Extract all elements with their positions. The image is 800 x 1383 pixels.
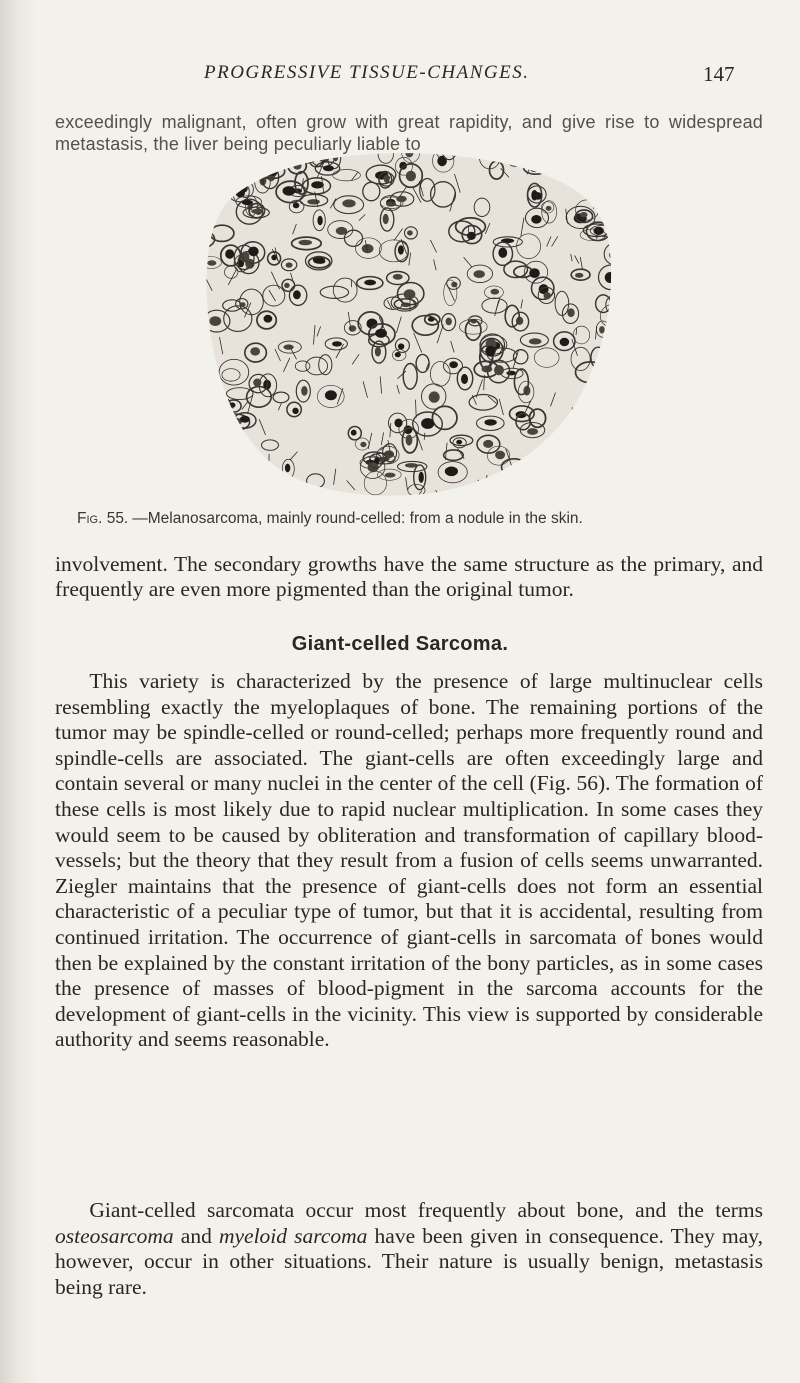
hatch-stroke: [496, 482, 502, 493]
cell-outline: [208, 452, 222, 464]
cell-nucleus: [299, 240, 312, 246]
cell-nucleus: [609, 250, 619, 260]
cell-nucleus: [419, 472, 424, 483]
cell-nucleus: [242, 164, 251, 170]
cell-nucleus: [483, 440, 493, 448]
cell-nucleus: [598, 425, 608, 436]
cell-outline: [238, 162, 258, 175]
figure-label: Fig. 55.: [77, 510, 129, 527]
cell-nucleus: [236, 189, 245, 198]
cell-outline: [602, 366, 620, 388]
hatch-stroke: [242, 435, 243, 442]
hatch-stroke: [242, 470, 246, 488]
cell-outline: [242, 454, 258, 472]
cell-outline: [193, 485, 206, 499]
cell-nucleus: [544, 292, 551, 299]
cell-nucleus: [560, 338, 570, 346]
page-header: [0, 40, 800, 86]
cell-nucleus: [407, 230, 413, 235]
cell-nucleus: [283, 344, 293, 349]
cell-outline: [605, 437, 620, 456]
cell-outline: [545, 462, 571, 474]
cell-nucleus: [342, 199, 355, 207]
figure-melanosarcoma-illustration: [193, 148, 620, 500]
cell-nucleus: [552, 466, 564, 472]
section-paragraph-2: [55, 1198, 763, 1300]
cell-nucleus: [374, 457, 380, 463]
cell-nucleus: [383, 214, 389, 224]
figure-caption-text: —Melanosarcoma, mainly round-celled: from a nodule in the skin.: [132, 510, 583, 527]
cell-nucleus: [511, 152, 519, 161]
cell-outline: [595, 172, 620, 183]
cell-nucleus: [398, 343, 404, 349]
cell-nucleus: [293, 163, 301, 170]
cell-nucleus: [196, 489, 204, 500]
hatch-stroke: [205, 339, 208, 354]
cell-nucleus: [529, 268, 540, 278]
cell-nucleus: [383, 175, 390, 181]
cell-outline: [193, 352, 207, 365]
cell-outline: [194, 151, 224, 169]
hatch-stroke: [196, 451, 204, 460]
cell-nucleus: [495, 451, 505, 460]
cell-nucleus: [230, 466, 242, 476]
cell-nucleus: [406, 435, 413, 446]
cell-nucleus: [283, 186, 296, 196]
cell-nucleus: [580, 212, 588, 218]
cell-nucleus: [206, 167, 219, 175]
cell-nucleus: [307, 199, 320, 204]
cell-nucleus: [474, 270, 485, 278]
cell-nucleus: [449, 361, 458, 368]
cell-nucleus: [446, 318, 452, 326]
section-heading: Giant-celled Sarcoma.: [291, 633, 509, 655]
paragraph-2-start: Giant-celled sarcomata occur most frequently about bone, and the terms: [89, 1198, 763, 1222]
cell-nucleus: [575, 273, 583, 278]
cell-nucleus: [557, 456, 568, 464]
figure-caption: [77, 510, 777, 528]
cell-outline: [304, 148, 324, 159]
cell-outline: [220, 477, 248, 496]
hatch-stroke: [554, 490, 560, 500]
cell-nucleus: [600, 427, 613, 433]
cell-outline: [512, 480, 535, 498]
cell-nucleus: [207, 260, 216, 265]
cell-nucleus: [567, 308, 574, 317]
cell-nucleus: [583, 163, 593, 170]
cell-nucleus: [284, 283, 290, 288]
cell-nucleus: [349, 325, 357, 331]
hatch-stroke: [226, 454, 229, 469]
cell-outline: [591, 422, 620, 436]
cell-nucleus: [530, 167, 541, 173]
cell-outline: [228, 448, 244, 464]
cell-outline: [606, 468, 620, 487]
cell-nucleus: [305, 148, 312, 152]
intro-paragraph: exceedingly malignant, often grow with great rapidity, and give rise to widespread metastasis, the liver being peculiarly liable to: [55, 112, 763, 154]
hatch-stroke: [489, 484, 496, 499]
cell-outline: [295, 148, 321, 163]
cell-nucleus: [599, 326, 605, 333]
hatch-stroke: [194, 345, 196, 363]
term-osteosarcoma: osteosarcoma: [55, 1223, 174, 1248]
cell-outline: [193, 483, 211, 501]
cell-nucleus: [312, 148, 320, 160]
cell-outline: [232, 455, 256, 473]
cell-nucleus: [546, 206, 552, 211]
cell-outline: [300, 148, 315, 155]
cell-nucleus: [595, 148, 603, 151]
cell-nucleus: [253, 379, 261, 387]
cell-nucleus: [375, 347, 381, 357]
cell-nucleus: [194, 458, 203, 463]
cell-nucleus: [461, 374, 468, 384]
hatch-stroke: [594, 466, 598, 483]
cell-outline: [506, 148, 524, 166]
cell-nucleus: [209, 316, 221, 326]
continuation-paragraph: involvement. The secondary growths have the same structure as the primary, and frequently are even more pigmented than the original tumor.: [55, 552, 763, 602]
cell-nucleus: [332, 341, 342, 346]
cell-outline: [591, 419, 614, 442]
hatch-stroke: [593, 193, 599, 209]
cell-nucleus: [316, 259, 326, 264]
hatch-stroke: [238, 468, 240, 482]
cell-nucleus: [323, 165, 334, 171]
hatch-stroke: [200, 207, 202, 226]
cell-nucleus: [248, 247, 259, 257]
cell-nucleus: [240, 416, 250, 423]
cell-nucleus: [394, 419, 402, 428]
cell-outline: [215, 156, 243, 181]
cell-outline: [602, 206, 616, 216]
cell-outline: [572, 468, 593, 478]
cell-nucleus: [213, 456, 219, 461]
cell-nucleus: [193, 355, 202, 361]
cell-outline: [193, 199, 210, 225]
cell-outline: [193, 454, 209, 465]
cell-nucleus: [193, 410, 202, 420]
cell-nucleus: [250, 347, 260, 355]
cell-nucleus: [193, 364, 198, 374]
hatch-stroke: [203, 346, 209, 355]
cell-nucleus: [587, 430, 599, 436]
cell-nucleus: [445, 467, 458, 477]
hatch-stroke: [201, 307, 205, 323]
melanosarcoma-engraving: [193, 148, 620, 500]
cell-nucleus: [351, 430, 357, 436]
term-myeloid-sarcoma: myeloid sarcoma: [218, 1223, 368, 1248]
cell-outline: [198, 162, 227, 180]
section-paragraph-1: This variety is characterized by the presence of large multinuclear cells resembling exactly the myeloplaques of bone. The remaining portions of the tumor may be spindle-celled or round-celled; perhaps more frequently round and spindle-cells are associated. The giant-cells are often exceedingly large and contain several or many nuclei in the center of the cell (Fig. 56). The formation of these cells is most likely due to rapid nuclear multiplication. In some cases they would seem to be caused by obliteration and transformation of capillary blood-vessels; but the theory that they result from a fusion of cells seems unwarranted. Ziegler maintains that the presence of giant-cells does not form an essential characteristic of a peculiar type of tumor, but that it is accidental, resulting from continued irritation. The occurrence of giant-cells in sarcomata of bones would then be explained by the constant irritation of the bony particles, as in some cases the presence of masses of blood-pigment in the sarcoma accounts for the development of giant-cells in the vicinity. This view is supported by considerable authority and seems reasonable.: [55, 669, 763, 1052]
cell-nucleus: [396, 196, 407, 202]
cell-nucleus: [421, 418, 434, 429]
cell-nucleus: [267, 169, 277, 176]
cell-nucleus: [267, 171, 275, 181]
cell-outline: [202, 468, 220, 484]
running-title: PROGRESSIVE TISSUE-CHANGES.: [204, 62, 530, 83]
cell-nucleus: [406, 171, 416, 182]
cell-nucleus: [498, 248, 507, 258]
cell-nucleus: [293, 290, 301, 299]
hatch-stroke: [611, 211, 617, 221]
hatch-stroke: [206, 374, 213, 389]
cell-nucleus: [509, 465, 520, 472]
paragraph-2-and: and: [173, 1223, 219, 1248]
cell-outline: [196, 462, 226, 475]
cell-nucleus: [393, 274, 403, 280]
cell-nucleus: [605, 272, 616, 283]
cell-nucleus: [429, 391, 440, 402]
cell-nucleus: [362, 244, 374, 253]
cell-nucleus: [196, 236, 208, 244]
cell-nucleus: [610, 373, 620, 383]
cell-nucleus: [360, 442, 366, 447]
cell-outline: [442, 493, 464, 500]
cell-nucleus: [301, 386, 307, 396]
cell-nucleus: [225, 249, 234, 258]
cell-nucleus: [385, 473, 396, 478]
cell-nucleus: [375, 329, 387, 338]
cell-outline: [587, 425, 606, 436]
cell-outline: [577, 158, 600, 173]
cell-nucleus: [494, 365, 504, 375]
page-gutter-shadow: [0, 0, 38, 1383]
cell-nucleus: [534, 192, 542, 200]
cell-outline: [193, 403, 207, 425]
hatch-stroke: [240, 474, 241, 488]
cell-outline: [522, 459, 547, 481]
cell-nucleus: [456, 440, 462, 445]
hatch-stroke: [262, 152, 268, 167]
paragraph-2-end: have been given in consequence. They may, however, occur in other situations. Their nature is usually benign, metastasis being rare.: [55, 1223, 763, 1299]
cell-nucleus: [594, 227, 604, 235]
cell-nucleus: [286, 262, 293, 267]
cell-nucleus: [529, 338, 542, 344]
cell-nucleus: [395, 352, 401, 357]
cell-nucleus: [206, 465, 219, 471]
cell-outline: [577, 401, 607, 414]
cell-nucleus: [239, 462, 250, 470]
cell-outline: [552, 451, 577, 468]
cell-nucleus: [398, 245, 404, 254]
page-number: 147: [703, 62, 735, 86]
cell-nucleus: [364, 280, 376, 286]
cell-outline: [590, 148, 608, 156]
cell-nucleus: [264, 315, 273, 323]
cell-nucleus: [467, 232, 476, 240]
cell-nucleus: [517, 486, 527, 494]
cell-nucleus: [405, 148, 413, 157]
cell-nucleus: [193, 490, 199, 496]
cell-nucleus: [491, 289, 500, 295]
hatch-stroke: [218, 431, 224, 449]
hatch-stroke: [554, 443, 558, 456]
cell-nucleus: [317, 216, 322, 225]
cell-outline: [579, 474, 593, 496]
cell-nucleus: [527, 428, 538, 435]
hatch-stroke: [260, 460, 266, 480]
cell-outline: [249, 461, 272, 484]
cell-outline: [201, 366, 215, 380]
cell-outline: [236, 459, 257, 481]
cell-outline: [581, 426, 607, 440]
cell-nucleus: [292, 408, 298, 414]
cell-nucleus: [285, 464, 290, 473]
tissue-cell-cluster: [193, 148, 620, 500]
cell-outline: [193, 478, 213, 500]
cell-nucleus: [609, 309, 620, 320]
cell-nucleus: [325, 390, 337, 400]
hatch-stroke: [438, 493, 444, 500]
cell-nucleus: [311, 181, 324, 188]
cell-outline: [193, 341, 211, 366]
cell-nucleus: [251, 209, 263, 214]
cell-nucleus: [531, 215, 541, 224]
cell-outline: [193, 359, 204, 382]
cell-nucleus: [404, 289, 416, 299]
cell-nucleus: [333, 152, 339, 162]
hatch-stroke: [193, 174, 200, 193]
cell-outline: [223, 461, 251, 484]
cell-nucleus: [484, 419, 496, 425]
cell-nucleus: [221, 162, 234, 173]
cell-nucleus: [293, 203, 300, 209]
hatch-stroke: [587, 490, 588, 500]
cell-outline: [604, 149, 620, 168]
